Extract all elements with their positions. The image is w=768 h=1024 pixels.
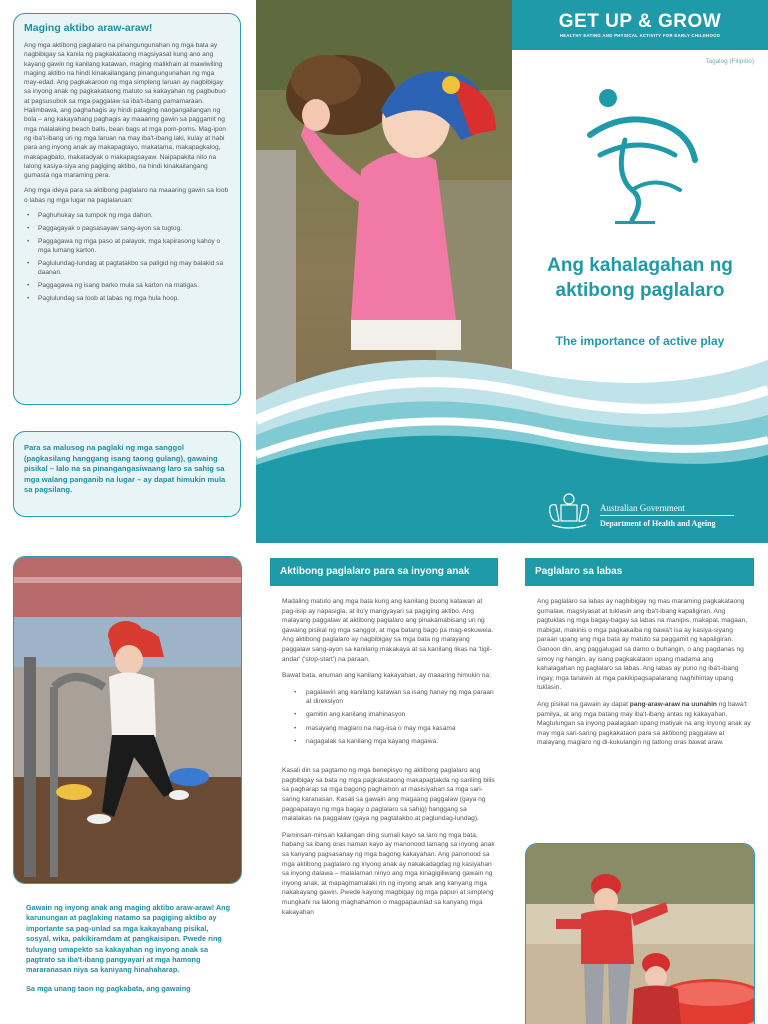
- info-paragraph-2: Ang mga ideya para sa aktibong paglalaro na maaaring gawin sa loob o labas ng mga lugar na paglalaruan:: [24, 187, 229, 204]
- active-every-day-box: [13, 13, 241, 405]
- right-paragraph-1: Ang paglalaro sa labas ay nagbibigay ng mas maraming pagkakataong gumalaw, magsiyasat at tuklasin ang iba't-ibang kapaligiran. Ang pagtuklas ng mga bagay-bagay sa labas na manipis, makapal, magaan, mabigat, makinis o mga pagkakaiba ng bawa't isa ay kasiya-siyang paraan upang ang mga bata ay matuto sa paggamit ng kapaligiran. Ganoon din, ang paggalugad sa damo o buhangin, o ang pagdanas ng simoy ng hangin, ay isang pagkakataon upang madama ang kahalagahan ng paglalaro sa labas. Ang labas ay puno ng iba't-ibang ingay, mga tanawin at mga pakikipagsapalarang naghihintay upang tuklasin.: [537, 598, 748, 692]
- running-child-illustration: [14, 557, 242, 884]
- teal-wave-graphic: [256, 340, 768, 543]
- government-crest-icon: [544, 493, 594, 531]
- daily-priority-rest: ng bawa't pamilya, at ang mga batang may iba't-ibang antas ng kakayahan. Magtulungan sa inyong paalagaan upang matiyak na ang inyong anak ay may mga sari-saring pagkakataon para sa aktibong paggalaw at malayang maglaro ng di-kukulangin ng tatlong oras bawat araw.: [537, 700, 751, 747]
- list-item: • pagalawin ang kanilang katawan sa isang hanay ng mga paraan at direksiyon: [298, 688, 496, 707]
- middle-paragraph-1: Madaling matuto ang mga bata kung ang kanilang buong katawan at pag-iisip ay napasigla, at ito'y mangyayari sa pagiging aktibo. Ang malayang paggalaw at aktibong paglalaro ang pinakamabisang uri ng gawaing pisikal ng mga sanggol, at mga batang bago pa mag-eskuwela. Ang aktibong paglalaro ay nagbibigay sa mga bata ng malayang paggalaw sang-ayon sa kanilang makakaya at sa kanilang likas na 'tigil-andar' ('stop-start') na paraan.: [282, 598, 494, 663]
- language-label: Tagalog (Filipino): [705, 58, 754, 65]
- gov-divider: [600, 515, 734, 516]
- document-subtitle: The importance of active play: [555, 334, 725, 348]
- encourage-list: [282, 688, 496, 746]
- info-heading: Maging aktibo araw-araw!: [24, 22, 153, 34]
- middle-paragraph-3: Kasali din sa pagtamo ng mga benepisyo ng aktibong paglalaro ang pagbibigay sa bata ng mga pagkakataong makapagtakda ng sariling bilis sa pagharap sa mga bagong paghamon at masisiyahan sa mga sari-saring karanasan. Kasali sa gawain ang magaang paggalaw (gaya ng pagpapatayo ng mga bagay o paglalaro sa sahig) hanggang sa malalakas na paggalaw (gaya ng pagtatakbo at paglundag-lundag).: [282, 767, 495, 823]
- active-play-body: [282, 597, 496, 924]
- playground-children-illustration: [526, 844, 755, 1024]
- list-item: • masayang maglaro na nag-iisa o may mga kasama: [298, 724, 496, 734]
- outdoor-play-body: [537, 597, 751, 755]
- list-item: • Paghuhukay sa tumpok ng mga dahon.: [34, 211, 230, 220]
- active-every-day-note: [26, 903, 231, 1002]
- brand-title: GET UP & GROW: [558, 11, 722, 32]
- department-name: Department of Health and Ageing: [600, 519, 716, 528]
- list-item: • Paglulundag-lundag at pagtatakbo sa paligid ng may balakid sa daanan.: [34, 259, 230, 278]
- middle-paragraph-2: Bawat bata, anuman ang kanilang kakayahan, ay maaaring himukin na:: [282, 672, 491, 680]
- play-ideas-list: [24, 211, 230, 303]
- playground-children-photo: [525, 843, 755, 1024]
- list-item: • gamitin ang kanilang imahinasyon: [298, 710, 496, 720]
- get-up-grow-logo: [570, 80, 710, 230]
- list-item: • Paggagayak o pagsasayaw sang-ayon sa tugtog.: [34, 224, 230, 233]
- outdoor-play-heading: Paglalaro sa labas: [525, 558, 754, 586]
- infant-activity-callout: [13, 431, 241, 517]
- figure-logo-icon: [570, 80, 710, 230]
- bottom-note-2: Sa mga unang taon ng pagkabata, ang gawaing: [26, 983, 191, 993]
- active-play-heading: Aktibong paglalaro para sa inyong anak: [270, 558, 498, 586]
- middle-paragraph-4: Paminsan-minsan kailangan ding sumali kayo sa laro ng mga bata, habang sa ibang oras naman kayo ay manonood lamang sa inyong anak sa kanyang pagsasanay ng mga bagong kakayahan. Ang panonood sa mga aktibong paglalaro ng inyong anak ay nakakadagdag ng kasiyahan sa inyong dalawa – malalaman ninyo ang mga kinagigiliwang gawain ng inyong anak, at mapagmamalaki rin ng inyong anak ang kanyang mga nakakayang gawin. Pwede kayong magbigay ng mga papuri at simpleng mungkahi na lalong maghahamon o magpapaunlad sa kanyang mga kakayahan: [282, 831, 495, 916]
- list-item: • Paglulundag sa loob at labas ng mga hula hoop.: [34, 294, 230, 303]
- callout-text: Para sa malusog na paglaki ng mga sanggol (pagkasilang hanggang isang taong gulang), gawaing pisikal – lalo na sa pinangangasiwaang laro sa sahig sa mga walang panganib na lugar – ay dapat himukin mula sa pagsilang.: [24, 443, 226, 495]
- wave-illustration: [256, 340, 768, 543]
- coat-of-arms-icon: [544, 493, 594, 531]
- list-item: • Paggagawa ng mga paso at palayok, mga kapirasong kahoy o mga lumang karton.: [34, 237, 230, 256]
- daily-priority-lead: Ang pisikal na gawain ay dapat: [537, 700, 630, 708]
- bottom-note-1: Gawain ng inyong anak ang maging aktibo araw-araw! Ang karunungan at paglaking natamo sa pagiging aktibo ay importante sa pag-unlad sa mga kakayahang pisikal, sosyal, wika, pakikiramdam at pangkaisipan. Pwede ring tuluyang umapekto sa kakayahan ng inyong anak sa pagtrato sa iba't-ibang pangyayari at mga hamong mararanasan niya sa kaniyang hinahaharap.: [26, 903, 231, 975]
- brand-subtitle: HEALTHY EATING AND PHYSICAL ACTIVITY FOR EARLY CHILDHOOD: [559, 33, 721, 38]
- document-title: Ang kahalagahan ng aktibong paglalaro: [547, 255, 733, 301]
- list-item: • Paggagawa ng isang barko mula sa karton na matigas.: [34, 281, 230, 290]
- list-item: • nagagalak sa kanilang mga kayang magawa.: [298, 737, 496, 747]
- right-paragraph-2: [537, 700, 751, 748]
- info-paragraph-1: Ang mga aktibong paglalaro na pinangungunahan ng mga bata ay nagbibigay sa kanila ng pagkakataong magsiyasat kung ano ang kayang gawin ng kanilang katawan, maging malikhain at mawiwiling maging aktibo na hindi kinakailangang pinangungunahan ng mga may-edad. Ang pagkakaroon ng mga simpleng laruan ay nagbibigay sa inyong anak ng pagkakataong matuto sa kakayahan ng pagbubuo at pagsusubok sa mga paggalaw sa iba't-ibang pamamaraan. Halimbawa, ang paghahagis ay hindi palaging nangangailangan ng bola – ang kakayahang paghagis ay maaaring gawin sa paggamit ng mga malalaking beach balls, bean bags at mga pom-poms. Mag-ipon ng iba't-ibang uri ng mga laruan na may iba't-ibang laki, kulay at habi para ang inyong anak ay makapagtayo, makatama, makapagkalog, makapagbato, makatadyak o makapagsayaw. Naipapakita nito na lalong kasiya-siya ang pagiging aktibo, na hindi kinakailangang gumasta nga maraming pera.: [24, 42, 226, 180]
- government-name: Australian Government: [600, 503, 685, 513]
- running-child-photo: [13, 556, 242, 884]
- daily-priority-emphasis: pang-araw-araw na uunahin: [629, 700, 717, 708]
